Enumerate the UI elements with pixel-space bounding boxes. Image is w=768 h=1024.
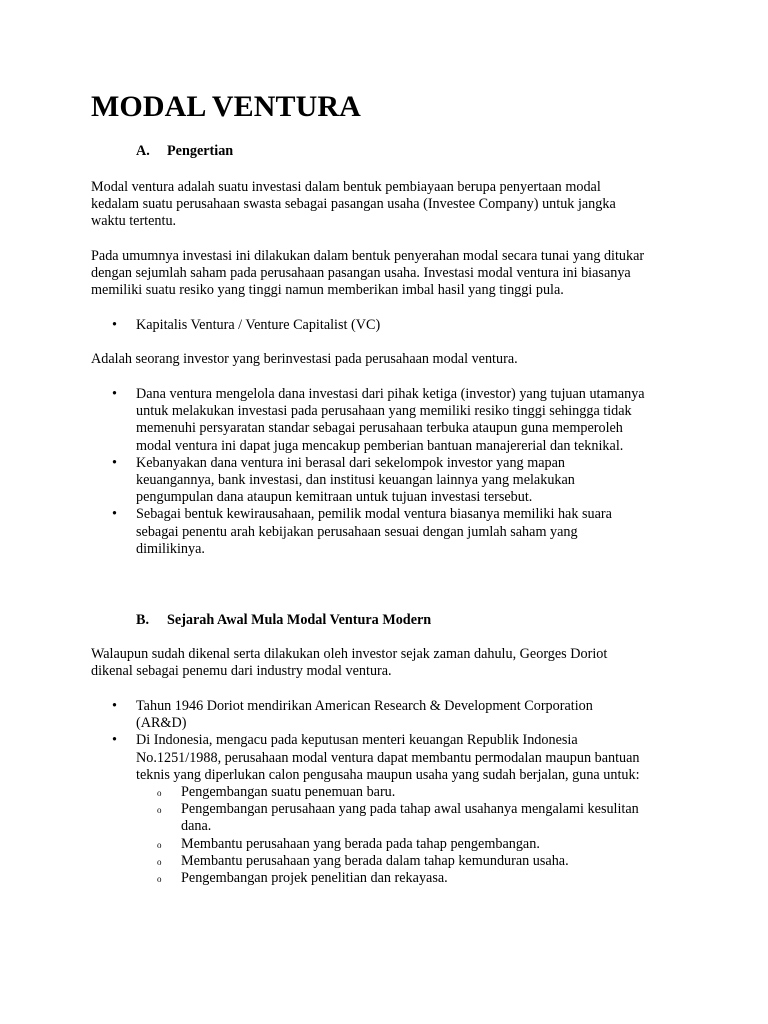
sub-list-item: [157, 801, 712, 835]
text-line: Walaupun sudah dikenal serta dilakukan oleh investor sejak zaman dahulu, Georges Doriot: [91, 646, 608, 662]
sub-bullet-marker: o: [157, 788, 162, 799]
sub-list-item: [157, 836, 712, 853]
text-line: Dana ventura mengelola dana investasi dari pihak ketiga (investor) yang tujuan utamanya: [136, 386, 645, 402]
text-line: kedalam suatu perusahaan swasta sebagai pasangan usaha (Investee Company) untuk jangka: [91, 196, 616, 213]
bullet-marker: •: [112, 732, 117, 749]
bullet-marker: •: [112, 386, 117, 402]
text-line: pengumpulan dana ataupun kemitraan untuk tujuan investasi tersebut.: [136, 489, 533, 506]
document-title: MODAL VENTURA: [91, 90, 361, 123]
text-line: teknis yang diperlukan calon pengusaha maupun usaha yang sudah berjalan, guna untuk:: [136, 766, 640, 783]
text-line: Modal ventura adalah suatu investasi dalam bentuk pembiayaan berupa penyertaan modal: [91, 179, 601, 195]
text-line: Adalah seorang investor yang berinvestasi pada perusahaan modal ventura.: [91, 351, 518, 367]
section-a-title: Pengertian: [167, 143, 234, 159]
text-line: memiliki suatu resiko yang tinggi namun memberikan imbal hasil yang tinggi pula.: [91, 282, 564, 299]
section-b-title: Sejarah Awal Mula Modal Ventura Modern: [167, 612, 432, 628]
text-line: Kapitalis Ventura / Venture Capitalist (VC): [136, 317, 381, 333]
text-line: keuangannya, bank investasi, dan institusi keuangan lainnya yang melakukan: [136, 472, 575, 489]
vc-points-list: [112, 386, 712, 558]
sub-bullet-marker: o: [157, 874, 162, 885]
text-line: Pada umumnya investasi ini dilakukan dalam bentuk penyerahan modal secara tunai yang ditukar: [91, 248, 645, 264]
bullet-marker: •: [112, 506, 117, 523]
text-line: waktu tertentu.: [91, 213, 177, 230]
section-a-heading: [136, 143, 233, 160]
text-line: (AR&D): [136, 715, 187, 732]
section-a-number: A.: [136, 143, 150, 159]
text-line: sebagai penentu arah kebijakan perusahaan sesuai dengan jumlah saham yang: [136, 523, 578, 540]
list-item: [112, 317, 712, 334]
list-item: [112, 506, 712, 558]
text-line: dana.: [181, 818, 212, 835]
vc-definition: [91, 351, 691, 368]
section-b-number: B.: [136, 612, 150, 628]
text-line: dengan sejumlah saham pada perusahaan pasangan usaha. Investasi modal ventura ini biasanya: [91, 265, 631, 282]
section-b-paragraph-1: [91, 646, 691, 680]
text-line: Sebagai bentuk kewirausahaan, pemilik modal ventura biasanya memiliki hak suara: [136, 506, 612, 523]
section-a-paragraph-2: [91, 248, 691, 300]
text-line: memenuhi persyaratan standar sebagai perusahaan terbuka ataupun guna memperoleh: [136, 420, 623, 437]
text-line: Tahun 1946 Doriot mendirikan American Research & Development Corporation: [136, 698, 593, 714]
section-b-points-list: [112, 698, 712, 887]
text-line: untuk melakukan investasi pada perusahaan yang memiliki resiko tinggi sehingga tidak: [136, 403, 632, 420]
section-b-heading: [136, 612, 431, 629]
text-line: No.1251/1988, perusahaan modal ventura dapat membantu permodalan maupun bantuan: [136, 749, 640, 766]
text-line: modal ventura ini dapat juga mencakup pemberian bantuan manajererial dan teknikal.: [136, 437, 624, 454]
list-item: [112, 455, 712, 507]
sub-list-item: [157, 870, 712, 887]
sub-bullet-marker: o: [157, 805, 162, 816]
text-line: dimilikinya.: [136, 540, 205, 557]
text-line: Membantu perusahaan yang berada dalam tahap kemunduran usaha.: [181, 852, 569, 869]
text-line: Kebanyakan dana ventura ini berasal dari sekelompok investor yang mapan: [136, 454, 566, 471]
text-line: Pengembangan projek penelitian dan rekayasa.: [181, 870, 448, 887]
list-item: [112, 698, 712, 732]
text-line: Pengembangan suatu penemuan baru.: [181, 784, 396, 801]
bullet-marker: •: [112, 698, 117, 714]
sub-bullet-marker: o: [157, 839, 162, 850]
sub-list-item: [157, 784, 712, 801]
list-item: [112, 732, 712, 887]
sub-bullet-marker: o: [157, 856, 162, 867]
sub-bullet-list: [157, 784, 712, 887]
text-line: Pengembangan perusahaan yang pada tahap awal usahanya mengalami kesulitan: [181, 801, 639, 818]
bullet-marker: •: [112, 317, 117, 333]
section-a-paragraph-1: [91, 179, 691, 231]
bullet-marker: •: [112, 454, 117, 471]
list-item: [112, 386, 712, 455]
text-line: Membantu perusahaan yang berada pada tahap pengembangan.: [181, 835, 540, 852]
text-line: Di Indonesia, mengacu pada keputusan menteri keuangan Republik Indonesia: [136, 732, 578, 749]
text-line: dikenal sebagai penemu dari industry modal ventura.: [91, 663, 392, 680]
sub-list-item: [157, 853, 712, 870]
vc-bullet-list: [112, 317, 712, 334]
